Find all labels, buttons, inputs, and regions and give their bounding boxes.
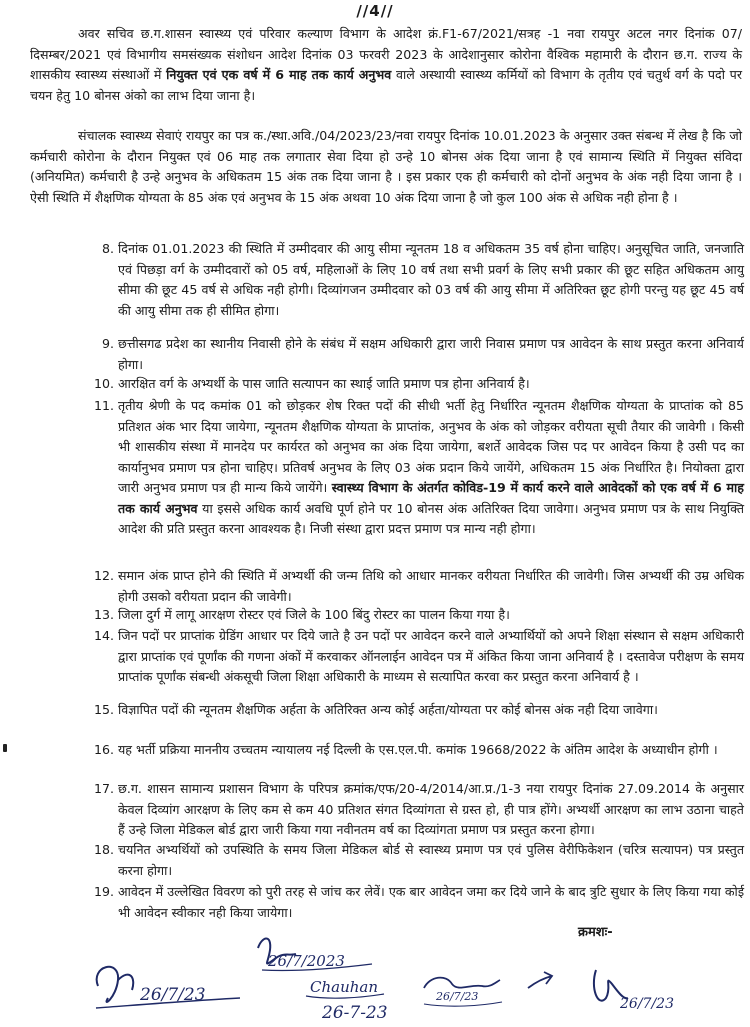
list-item-11	[93, 396, 745, 540]
list-item-number: 9.	[101, 336, 114, 351]
page-number: //4//	[356, 2, 394, 20]
list-item-text: चयनित अभ्यर्थियों को उपस्थिति के समय जिला मेडिकल बोर्ड से स्वास्थ्य प्रमाण पत्र एवं पुलिस वेरीफिकेशन (चरित्र सत्यापन) पत्र प्रस्तुत करना होगा।	[118, 842, 744, 878]
signature-3-date: 26-7-23	[322, 1003, 388, 1023]
signature-5	[528, 972, 552, 988]
list-item-number: 17.	[93, 781, 114, 796]
list-item-text: समान अंक प्राप्त होने की स्थिति में अभ्यर्थी की जन्म तिथि को आधार मानकर वरीयता निर्धारित की जावेगी। जिस अभ्यर्थी की उम्र अधिक होगी उसको वरीयता प्रदान की जावेगी।	[118, 568, 744, 604]
list-item-number: 13.	[93, 607, 114, 622]
list-item-number: 18.	[93, 842, 114, 857]
signature-1-date: 26/7/23	[140, 985, 206, 1005]
list-item-15	[93, 700, 744, 721]
signature-4	[424, 978, 502, 1007]
list-item-text-b: या इससे अधिक कार्य अवधि पूर्ण होने पर 10 बोनस अंक अतिरिक्त दिया जावेगा। अनुभव प्रमाण पत्र के साथ नियुक्ति आदेश की प्रति प्रस्तुत करना आवश्यक है। निजी संस्था द्वारा प्रदत्त प्रमाण पत्र मान्य नही होगा।	[118, 500, 745, 536]
list-item-text: आवेदन में उल्लेखित विवरण को पुरी तरह से जांच कर लेवें। एक बार आवेदन जमा कर दिये जाने के बाद त्रुटि सुधार के लिए किया गया कोई भी आवेदन स्वीकार नही किया जायेगा।	[118, 884, 744, 920]
signature-3	[306, 978, 388, 1023]
list-item-text: छ.ग. शासन सामान्य प्रशासन विभाग के परिपत्र क्रमांक/एफ/20-4/2014/आ.प्र./1-3 नया रायपुर दिनांक 27.09.2014 के अनुसार केवल दिव्यांग आरक्षण के लिए कम से कम 40 प्रतिशत संगत दिव्यांगता से ग्रस्त हो, ही पात्र होंगे। अभ्यर्थी आरक्षण का लाभ उठाना चाहते हैं उन्हे जिला मेडिकल बोर्ड द्वारा जारी किया गया नवीनतम वर्ष का दिव्यांगता प्रमाण पत्र प्रस्तुत करना होगा।	[118, 781, 744, 837]
intro-paragraph-1-text-b: वाले अस्थायी स्वास्थ्य कर्मियों को विभाग के तृतीय एवं चतुर्थ वर्ग के पदो पर चयन हेतु 10 बोनस अंको का लाभ दिया जाना है।	[30, 67, 742, 103]
list-item-text-bold: स्वास्थ्य विभाग के अंतर्गत कोविड-19 में कार्य करने वाले आवेदकों को एक वर्ष में 6 माह तक कार्य अनुभव	[118, 480, 744, 516]
list-item-text: आरक्षित वर्ग के अभ्यर्थी के पास जाति सत्यापन का स्थाई जाति प्रमाण पत्र होना अनिवार्य है।	[118, 376, 530, 391]
list-item-number: 16.	[93, 742, 114, 757]
list-item-12	[93, 566, 744, 607]
margin-mark	[3, 744, 7, 752]
list-item-14	[93, 626, 744, 688]
list-item-text-a: तृतीय श्रेणी के पद कमांक 01 को छोड़कर शेष रिक्त पदों की सीधी भर्ती हेतु निर्धारित न्यूनतम शैक्षणिक योग्यता के प्राप्तांक को 85 प्रतिशत अंक भार दिया जायेगा, न्यूनतम शैक्षणिक योग्यता के प्राप्तांक, अनुभव के अंक को जोड़कर वरीयता सूची तैयार की जावेगी । किसी भी शासकीय संस्था में मानदेय पर कार्यरत को अनुभव का अंक दिया जायेगा, बशर्ते आवेदक जिस पद पर आवेदन किया है उसी पद का कार्यानुभव प्रमाण पत्र होना चाहिए। प्रतिवर्ष अनुभव के लिए 03 अंक प्रदान किये जायेंगे, अधिकतम 15 अंक निर्धारित है। नियोक्ता द्वारा जारी अनुभव प्रमाण पत्र ही मान्य किये जायेंगे।	[118, 398, 744, 495]
intro-paragraph-1-text-a: अवर सचिव छ.ग.शासन स्वास्थ्य एवं परिवार कल्याण विभाग के आदेश क्रं.F1-67/2021/सत्रह -1 नवा रायपुर अटल नगर दिनांक 07/दिसम्बर/2021 एवं विभागीय समसंख्यक संशोधन आदेश दिनांक 03 फरवरी 2023 के आदेशानुसार कोरोना वैश्विक महामारी के दौरान छ.ग. राज्य के शासकीय स्वास्थ्य संस्थाओं में	[30, 26, 742, 82]
list-item-number: 11.	[93, 398, 114, 413]
signature-2	[258, 939, 372, 971]
list-item-text: जिन पदों पर प्राप्तांक ग्रेडिंग आधार पर दिये जाते है उन पदों पर आवेदन करने वाले अभ्यार्थियों को अपने शिक्षा संस्थान से सक्षम अधिकारी द्वारा प्राप्तांक एवं पूर्णांक की गणना अंकों में करवाकर ऑनलाईन आवेदन पत्र में अंकित किया जाना अनिवार्य है । दस्तावेज परीक्षण के समय प्राप्तांक पूर्णांक संबन्धी अंकसूची जिला शिक्षा अधिकारी के माध्यम से सत्यापित करवा कर प्रस्तुत करना अनिवार्य है ।	[118, 628, 744, 684]
list-item-number: 14.	[93, 628, 114, 643]
signature-4-date: 26/7/23	[436, 990, 479, 1003]
list-item-17	[93, 779, 744, 841]
list-item-9	[101, 334, 744, 375]
list-item-text: दिनांक 01.01.2023 की स्थिति में उम्मीदवार की आयु सीमा न्यूनतम 18 व अधिकतम 35 वर्ष होना चाहिए। अनुसूचित जाति, जनजाति एवं पिछड़ा वर्ग के उम्मीदवारों को 05 वर्ष, महिलाओं के लिए 10 वर्ष तथा सभी प्रवर्ग के लिए सभी प्रकार की छूट सहित अधिकतम आयु सीमा की छूट 45 वर्ष से अधिक नही होगी। दिव्यांगजन उम्मीदवार को 03 वर्ष की आयु सीमा में अतिरिक्त छूट होगी परन्तु यह छूट 45 वर्ष की आयु सीमा तक ही सीमित होगा।	[118, 241, 744, 318]
list-item-18	[93, 840, 744, 881]
list-item-13	[93, 605, 744, 626]
continued-label: क्रमशः-	[578, 925, 613, 940]
list-item-16	[93, 740, 744, 761]
signature-2-date: 26/7/2023	[268, 952, 345, 970]
list-item-number: 8.	[101, 241, 114, 256]
list-item-text: छत्तीसगढ प्रदेश का स्थानीय निवासी होने के संबंध में सक्षम अधिकारी द्वारा जारी निवास प्रमाण पत्र आवेदन के साथ प्रस्तुत करना अनिवार्य होगा।	[118, 336, 744, 372]
list-item-number: 15.	[93, 702, 114, 717]
signature-1	[96, 967, 240, 1008]
list-item-text: जिला दुर्ग में लागू आरक्षण रोस्टर एवं जिले के 100 बिंदु रोस्टर का पालन किया गया है।	[118, 607, 510, 622]
signature-6	[594, 970, 674, 1012]
list-item-19	[93, 882, 744, 923]
signature-3-name: Chauhan	[310, 978, 379, 996]
signatures-block	[0, 928, 750, 1027]
list-item-number: 12.	[93, 568, 114, 583]
list-item-number: 10.	[93, 376, 114, 391]
signature-6-date: 26/7/23	[620, 996, 674, 1012]
list-item-10	[93, 374, 744, 395]
intro-paragraph-1-bold: नियुक्त एवं एक वर्ष में 6 माह तक कार्य अनुभव	[166, 67, 392, 82]
list-item-8	[101, 239, 744, 321]
list-item-text: यह भर्ती प्रक्रिया माननीय उच्चतम न्यायालय नई दिल्ली के एस.एल.पी. कमांक 19668/2022 के अंतिम आदेश के अध्याधीन होगी ।	[118, 742, 718, 757]
list-item-text: विज्ञापित पदों की न्यूनतम शैक्षणिक अर्हता के अतिरिक्त अन्य कोई अर्हता/योग्यता पर कोई बोनस अंक नही दिया जावेगा।	[118, 702, 658, 717]
intro-paragraph-2: संचालक स्वास्थ्य सेवाएं रायपुर का पत्र क./स्था.अवि./04/2023/23/नवा रायपुर दिनांक 10.01.2023 के अनुसार उक्त संबन्ध में लेख है कि जो कर्मचारी कोरोना के दौरान नियुक्त एवं 06 माह तक लगातार सेवा दिया हो उन्हे 10 बोनस अंक दिया जाना है एवं सामान्य स्थिति में नियुक्त संविदा (अनियमित) कर्मचारी है उन्हे अनुभव के अधिकतम 15 अंक तक दिया जाना है । इस प्रकार एक ही कर्मचारी को दोनों अनुभव के अंक नही दिया जाना है । ऐसी स्थिति में शैक्षणिक योग्यता के 85 अंक एवं अनुभव के 15 अंक अथवा 10 अंक दिया जाना है जो कुल 100 अंक से अधिक नही होना है ।	[30, 128, 742, 205]
intro-paragraph-1	[30, 24, 742, 106]
list-item-number: 19.	[93, 884, 114, 899]
